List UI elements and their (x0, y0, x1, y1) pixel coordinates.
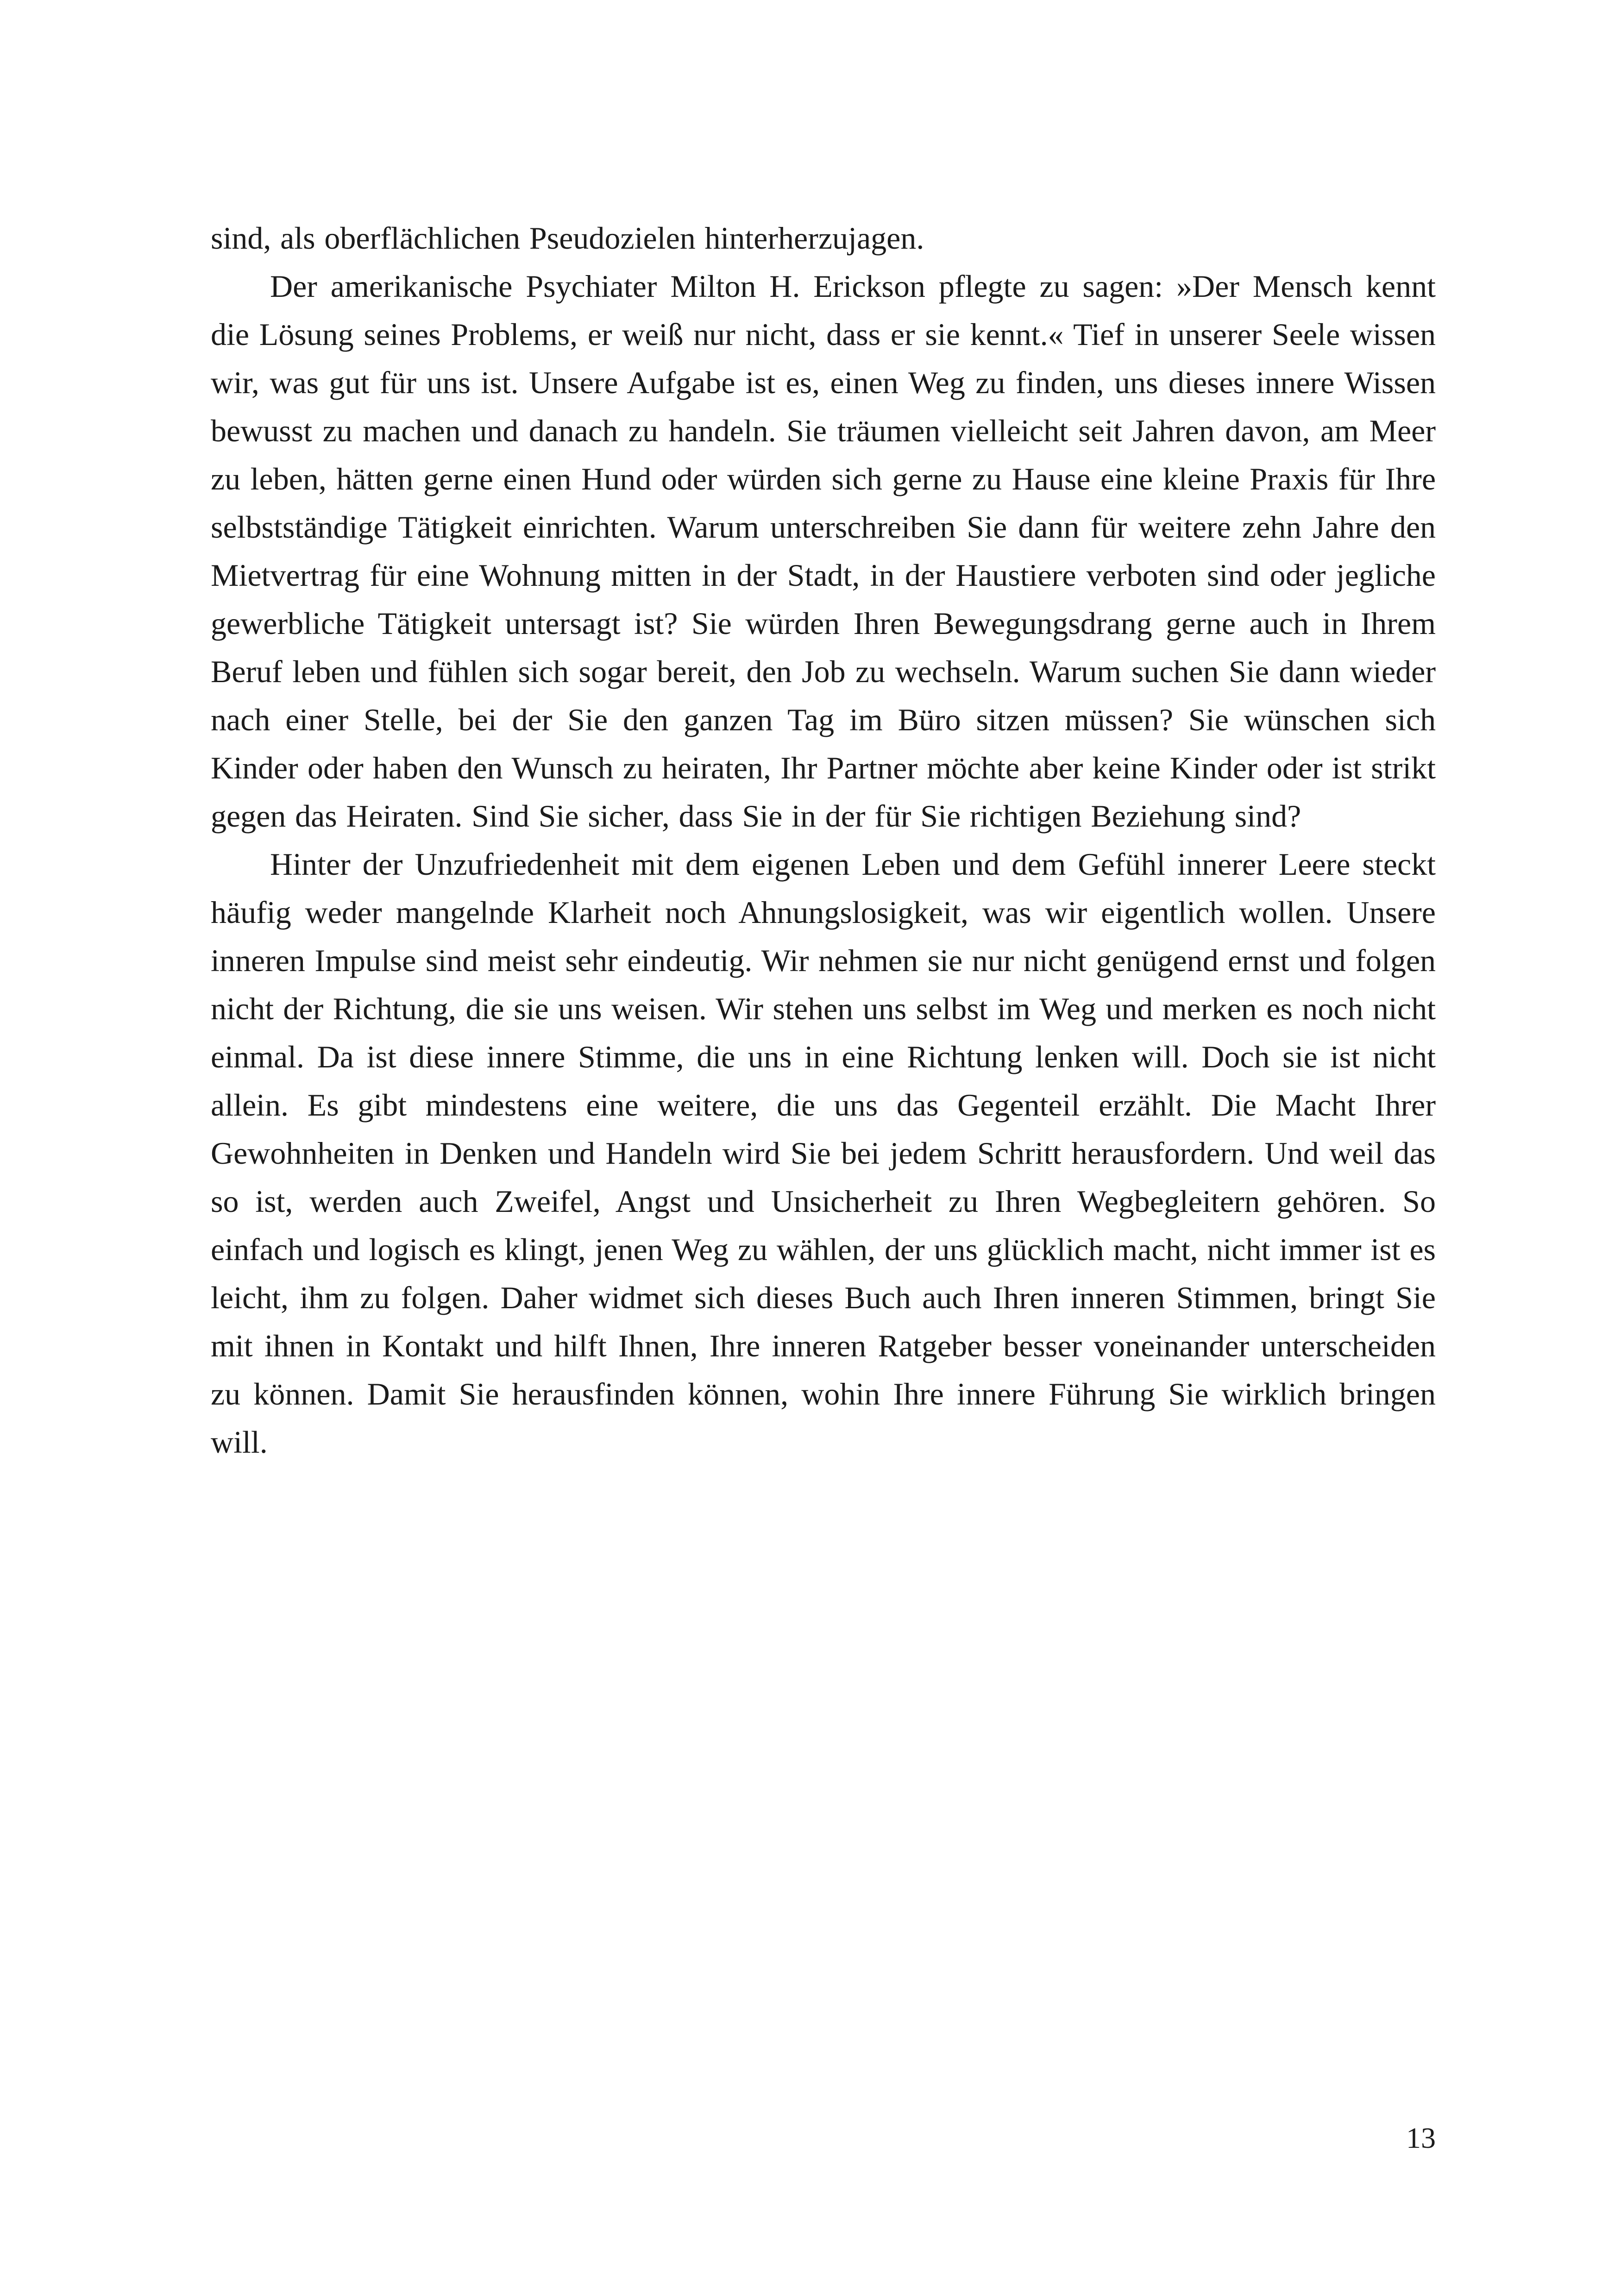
body-text-block (211, 214, 1436, 1466)
body-text-paragraph: sind, als oberflächlichen Pseudozielen hinterherzujagen. (211, 220, 924, 256)
body-text-paragraph: Hinter der Unzufriedenheit mit dem eigenen Leben und dem Gefühl innerer Leere steckt häufig weder mangelnde Klarheit noch Ahnungslosigkeit, was wir eigentlich wollen. Unsere inneren Impulse sind meist sehr eindeutig. Wir nehmen sie nur nicht genügend ernst und folgen nicht der Richtung, die sie uns weisen. Wir stehen uns selbst im Weg und merken es noch nicht einmal. Da ist diese innere Stimme, die uns in eine Richtung lenken will. Doch sie ist nicht allein. Es gibt mindestens eine weitere, die uns das Gegenteil erzählt. Die Macht Ihrer Gewohnheiten in Denken und Handeln wird Sie bei jedem Schritt herausfordern. Und weil das so ist, werden auch Zweifel, Angst und Unsicherheit zu Ihren Wegbegleitern gehören. So einfach und logisch es klingt, jenen Weg zu wählen, der uns glücklich macht, nicht immer ist es leicht, ihm zu folgen. Daher widmet sich dieses Buch auch Ihren inneren Stimmen, bringt Sie mit ihnen in Kontakt und hilft Ihnen, Ihre inneren Ratgeber besser voneinander unterscheiden zu können. Damit Sie herausfinden können, wohin Ihre innere Führung Sie wirklich bringen will. (211, 847, 1436, 1460)
page-number: 13 (1406, 2121, 1436, 2154)
body-text-paragraph: Der amerikanische Psychiater Milton H. Erickson pflegte zu sagen: »Der Mensch kennt die Lösung seines Problems, er weiß nur nicht, dass er sie kennt.« Tief in unserer Seele wissen wir, was gut für uns ist. Unsere Aufgabe ist es, einen Weg zu finden, uns dieses innere Wissen bewusst zu machen und danach zu handeln. Sie träumen vielleicht seit Jahren davon, am Meer zu leben, hätten gerne einen Hund oder würden sich gerne zu Hause eine kleine Praxis für Ihre selbstständige Tätigkeit einrichten. Warum unterschreiben Sie dann für weitere zehn Jahre den Mietvertrag für eine Wohnung mitten in der Stadt, in der Haustiere verboten sind oder jegliche gewerbliche Tätigkeit untersagt ist? Sie würden Ihren Bewegungsdrang gerne auch in Ihrem Beruf leben und fühlen sich sogar bereit, den Job zu wechseln. Warum suchen Sie dann wieder nach einer Stelle, bei der Sie den ganzen Tag im Büro sitzen müssen? Sie wünschen sich Kinder oder haben den Wunsch zu heiraten, Ihr Partner möchte aber keine Kinder oder ist strikt gegen das Heiraten. Sind Sie sicher, dass Sie in der für Sie richtigen Beziehung sind? (211, 269, 1436, 834)
